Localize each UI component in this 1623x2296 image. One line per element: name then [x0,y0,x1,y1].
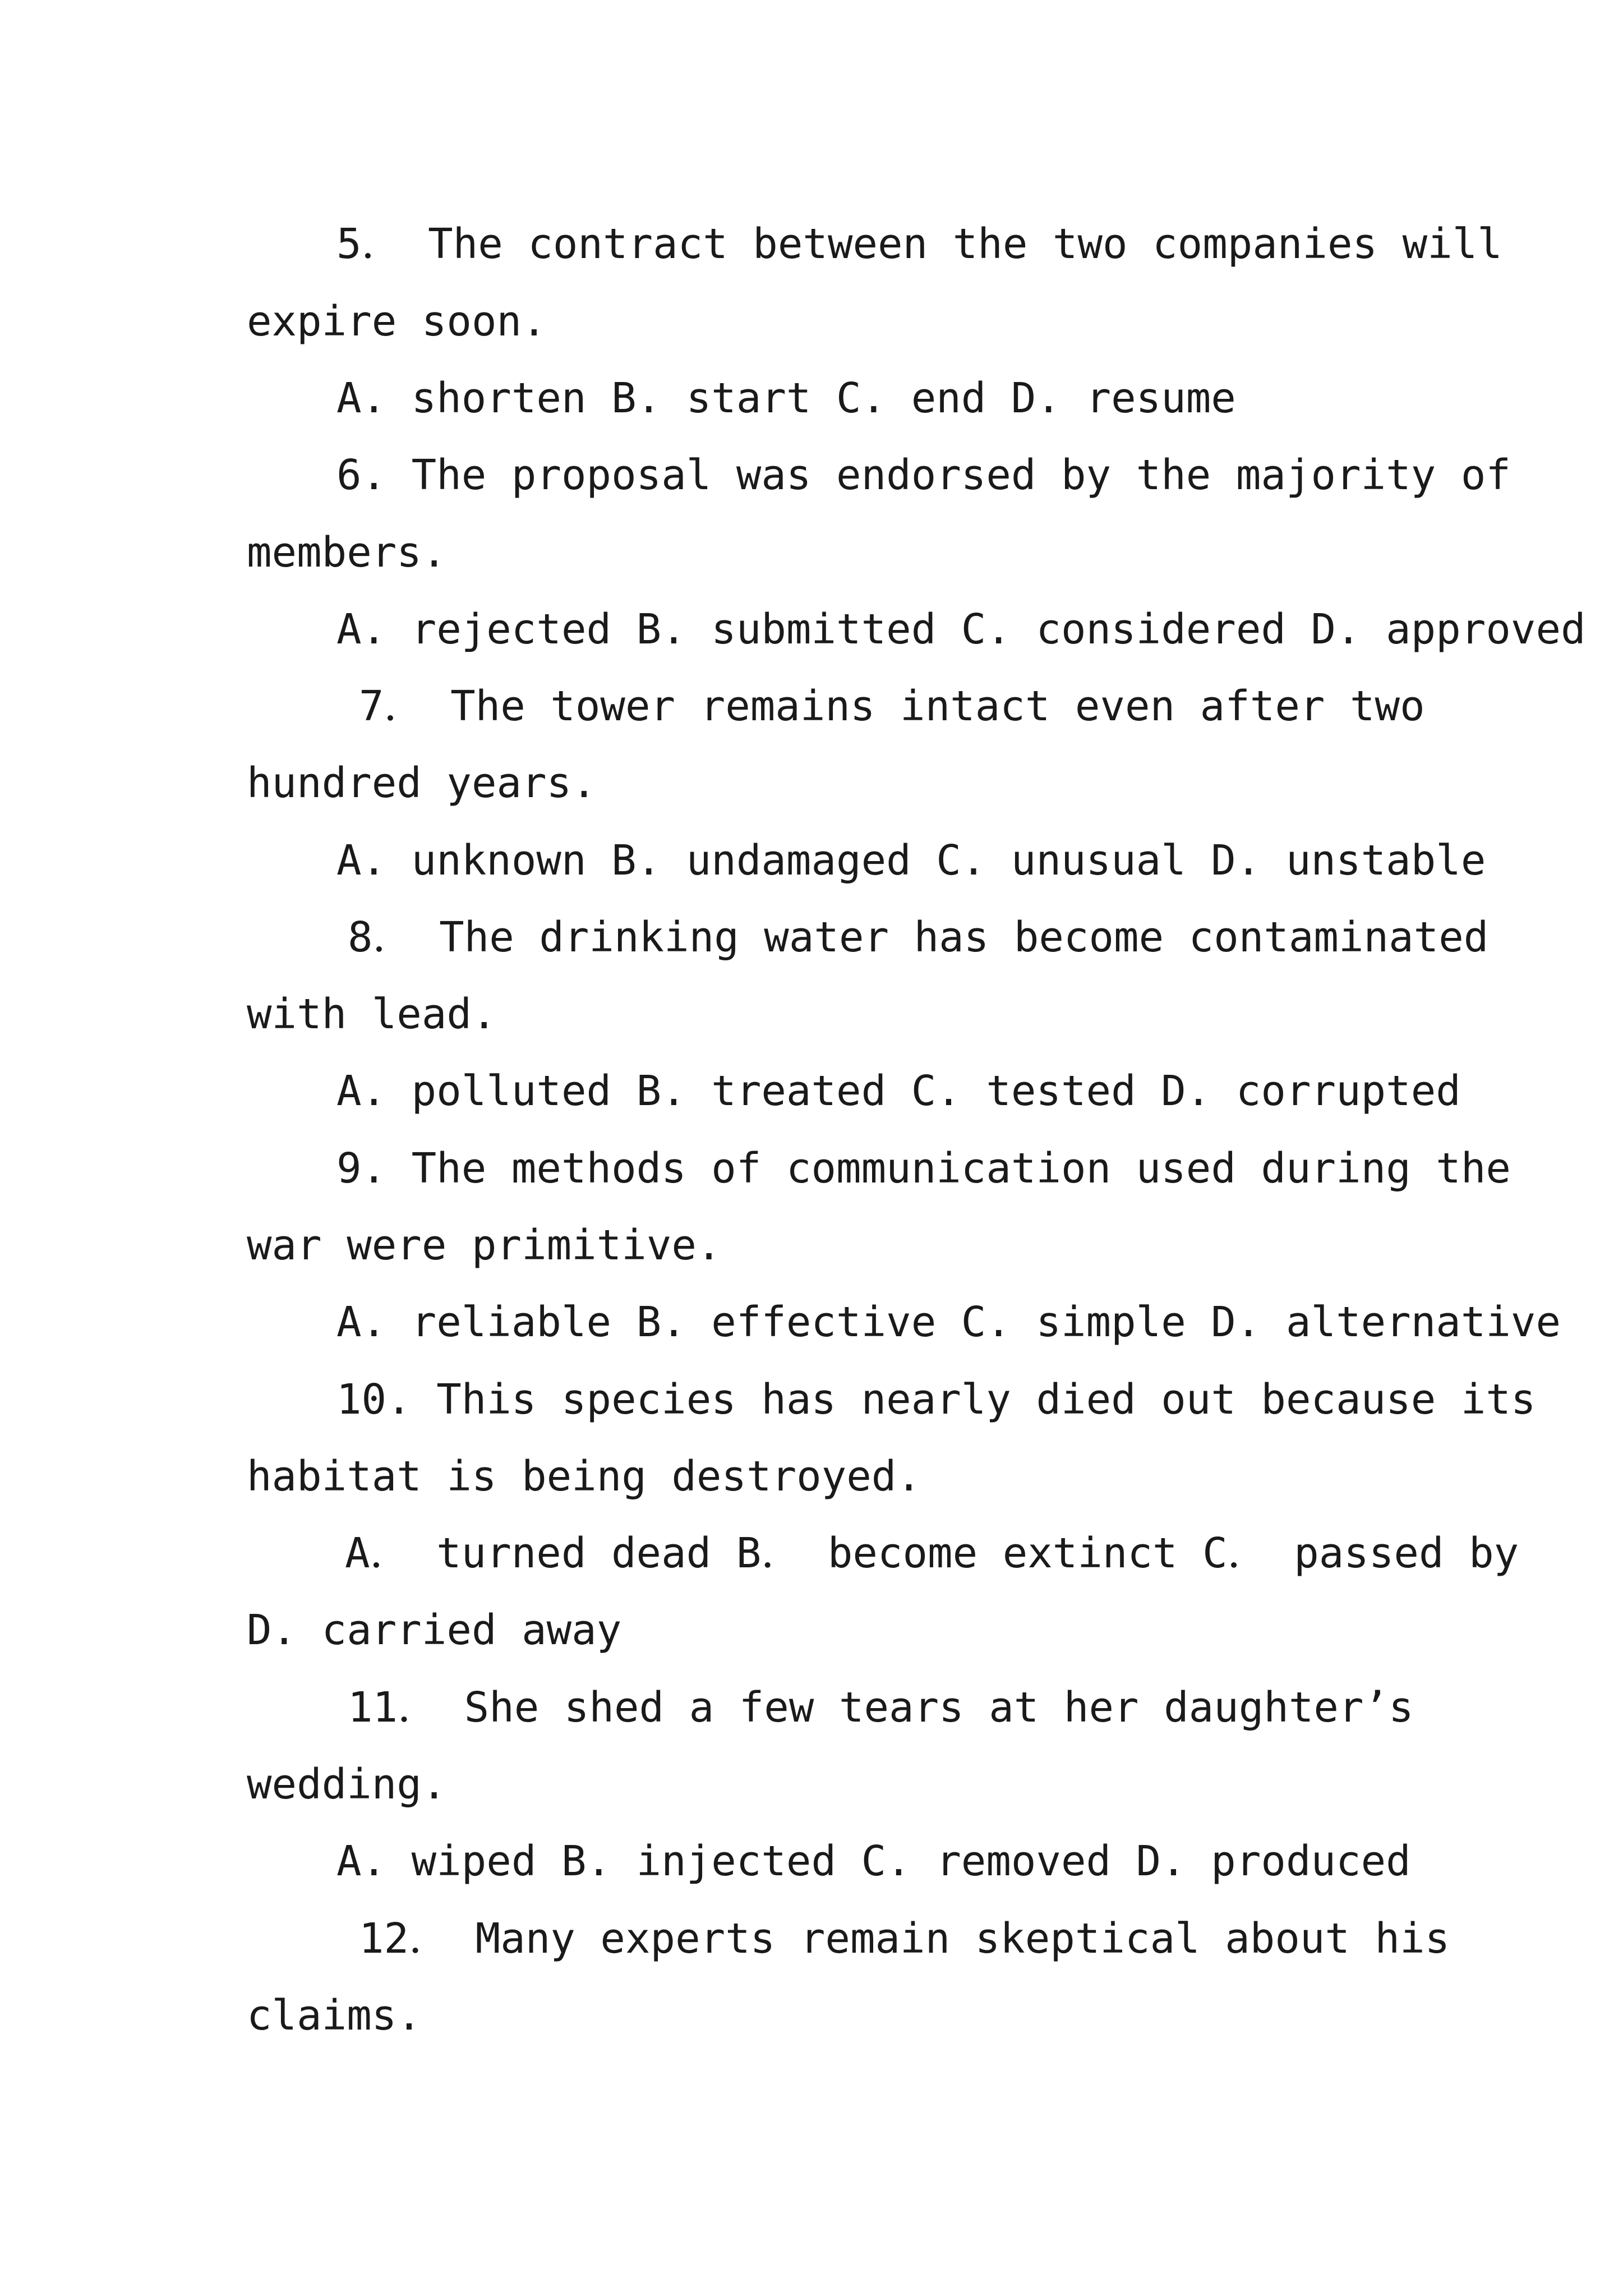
question-12-line-1 [359,1911,1450,1967]
question-12-stem: Many experts remain skeptical about his [475,1915,1450,1963]
question-8-number: 8． [348,913,414,961]
question-9-line-1 [336,1140,1511,1197]
question-10-options-line-2: D. carried away [247,1606,622,1654]
question-5-options: A. shorten B. start C. end D. resume [336,374,1236,422]
question-5-line-2: expire soon. [247,297,547,346]
question-8-line-2: with lead. [247,990,497,1038]
question-6-number: 6. [336,451,387,499]
question-8-stem: The drinking water has become contaminated [439,913,1489,961]
question-7-line-1 [359,678,1425,734]
question-12-line-2: claims. [247,1991,422,2040]
question-12-number: 12． [359,1915,451,1963]
question-10-options-line-1: A． turned dead B． become extinct C． passed by [345,1529,1519,1577]
question-10-number: 10. [336,1375,412,1424]
question-6-line-1 [336,447,1511,503]
question-7-line-2: hundred years. [247,759,597,807]
question-11-number: 11． [348,1683,440,1732]
question-5-line-1 [336,216,1502,272]
question-9-options: A. reliable B. effective C. simple D. alternative [336,1298,1561,1346]
question-6-line-2: members. [247,528,447,577]
question-11-options: A. wiped B. injected C. removed D. produced [336,1837,1411,1885]
question-8-options: A. polluted B. treated C. tested D. corrupted [336,1067,1461,1115]
question-5-stem: The contract between the two companies will [428,220,1502,268]
question-6-options: A. rejected B. submitted C. considered D. approved [336,605,1586,654]
question-8-line-1 [348,909,1489,965]
question-9-number: 9. [336,1144,387,1193]
question-7-options: A. unknown B. undamaged C. unusual D. unstable [336,836,1486,885]
question-7-number: 7． [359,682,426,730]
question-9-stem: The methods of communication used during the [411,1144,1511,1193]
question-7-stem: The tower remains intact even after two [450,682,1425,730]
question-10-line-2: habitat is being destroyed. [247,1452,921,1501]
question-9-line-2: war were primitive. [247,1221,722,1269]
question-11-stem: She shed a few tears at her daughter’s [464,1683,1414,1732]
question-5-number: 5． [336,220,403,268]
question-10-stem: This species has nearly died out because its [436,1375,1536,1424]
question-11-line-2: wedding. [247,1760,447,1809]
question-11-line-1 [348,1680,1414,1736]
question-6-stem: The proposal was endorsed by the majority of [411,451,1511,499]
question-10-line-1 [336,1372,1536,1428]
